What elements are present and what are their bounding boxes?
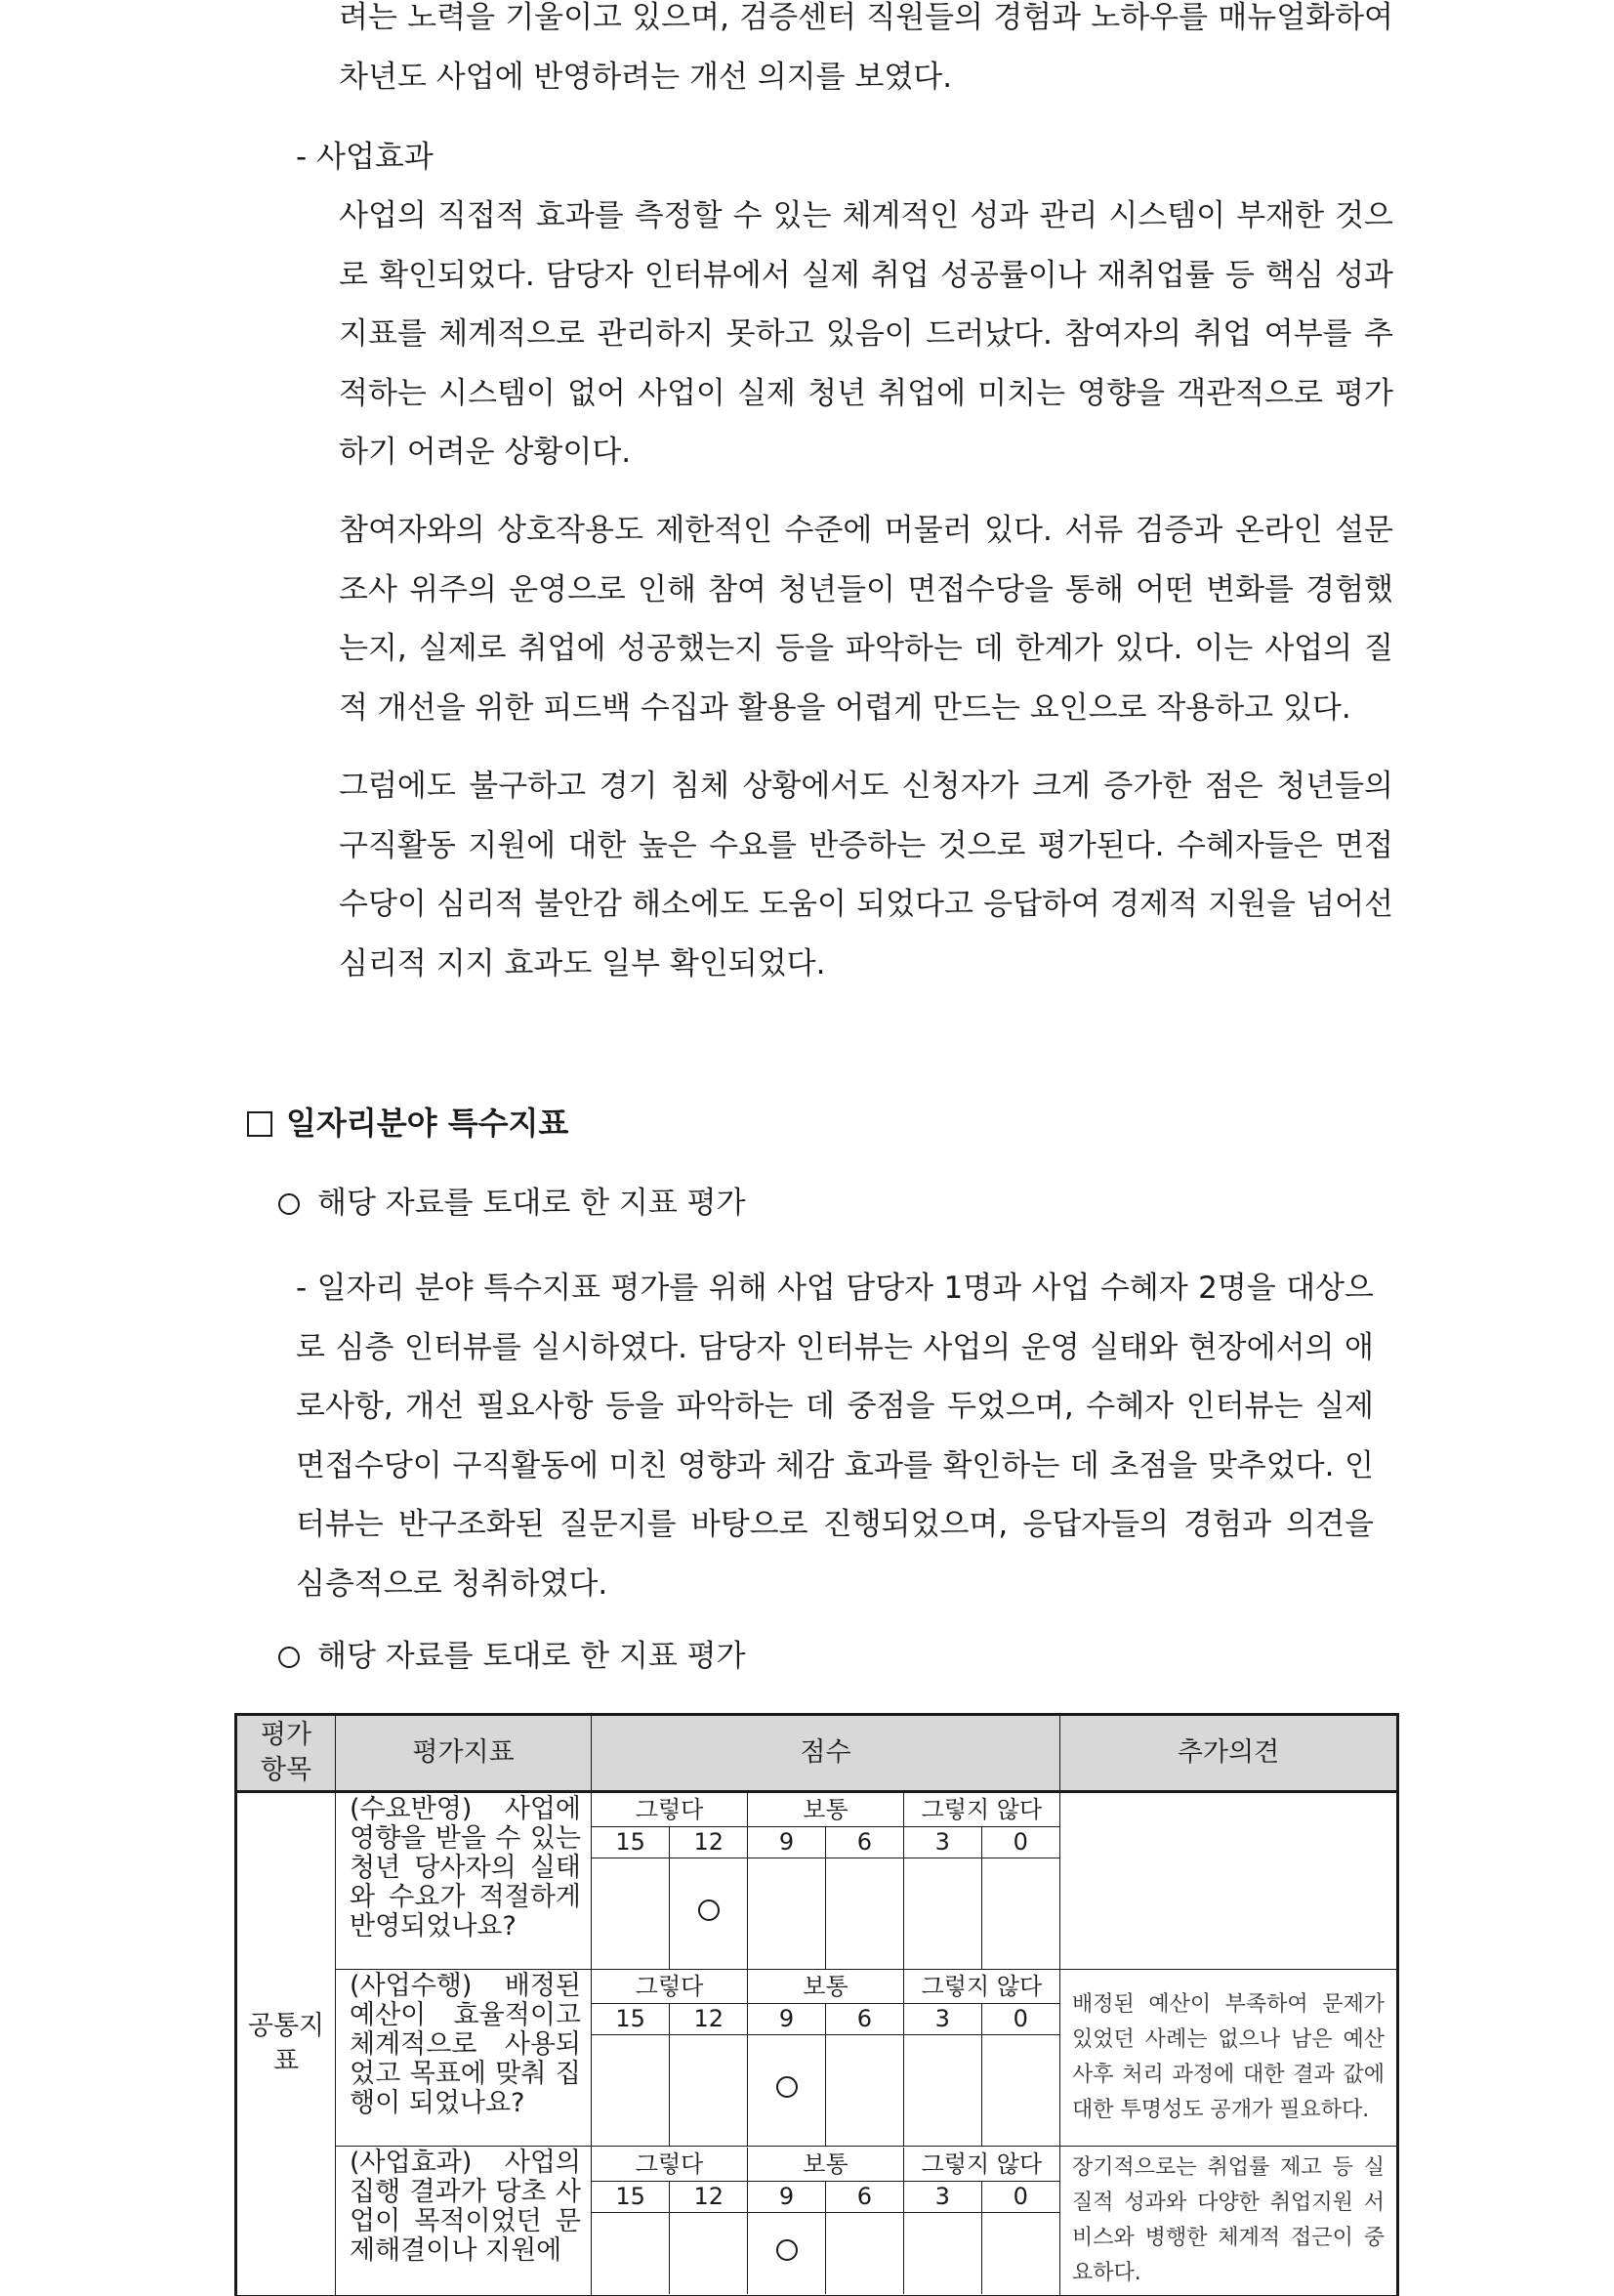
score-cell: [592, 2147, 1060, 2296]
paragraph-effect-3: 그럼에도 불구하고 경기 침체 상황에서도 신청자가 크게 증가한 점은 청년들의 구직활동 지원에 대한 높은 수요를 반증하는 것으로 평가된다. 수혜자들은 면접수당이 심리적 불안감 해소에도 도움이 되었다고 응답하여 경제적 지원을 넘어선 심리적 지지 효과도 일부 확인되었다.: [339, 769, 1393, 981]
header-category: [236, 1715, 336, 1792]
selected-mark-icon: [776, 2076, 798, 2098]
header-indicator: 평가지표: [336, 1715, 592, 1792]
selected-mark-icon: [698, 1899, 720, 1921]
paragraph-continued: 려는 노력을 기울이고 있으며, 검증센터 직원들의 경험과 노하우를 매뉴얼화하여 차년도 사업에 반영하려는 개선 의지를 보였다.: [339, 0, 1393, 95]
bullet-text: 해당 자료를 토대로 한 지표 평가: [317, 1639, 746, 1674]
evaluation-table: [234, 1713, 1399, 2296]
paragraph-effect-2: 참여자와의 상호작용도 제한적인 수준에 머물러 있다. 서류 검증과 온라인 설문조사 위주의 운영으로 인해 참여 청년들이 면접수당을 통해 어떤 변화를 경험했는지, 실제로 취업에 성공했는지 등을 파악하는 데 한계가 있다. 이는 사업의 질적 개선을 위한 피드백 수집과 활용을 어렵게 만드는 요인으로 작용하고 있다.: [339, 513, 1393, 726]
mark-cell[interactable]: [903, 2034, 981, 2146]
section-heading: [247, 1102, 568, 1145]
bullet-item-1: [278, 1182, 746, 1225]
score-value: 12: [670, 2003, 748, 2034]
score-grid: [592, 1793, 1059, 1969]
score-value: 12: [670, 1826, 748, 1858]
score-value: 15: [592, 2181, 670, 2212]
opinion-cell: [1060, 1792, 1398, 1970]
header-score: 점수: [592, 1715, 1060, 1792]
mark-cell[interactable]: [981, 1858, 1059, 1969]
score-value: 3: [903, 1826, 981, 1858]
table-row: [236, 2147, 1398, 2296]
bullet-item-2: [278, 1635, 746, 1678]
score-value: 3: [903, 2003, 981, 2034]
interview-paragraph: - 일자리 분야 특수지표 평가를 위해 사업 담당자 1명과 사업 수혜자 2명을 대상으로 심층 인터뷰를 실시하였다. 담당자 인터뷰는 사업의 운영 실태와 현장에서의 애로사항, 개선 필요사항 등을 파악하는 데 중점을 두었으며, 수혜자 인터뷰는 실제 면접수당이 구직활동에 미친 영향과 체감 효과를 확인하는 데 초점을 맞추었다. 인터뷰는 반구조화된 질문지를 바탕으로 진행되었으며, 응답자들의 경험과 의견을 심층적으로 청취하였다.: [296, 1271, 1374, 1602]
score-cell: [592, 1970, 1060, 2147]
mark-cell[interactable]: [670, 2212, 748, 2294]
selected-mark-icon: [776, 2239, 798, 2261]
category-text: 공통지 표: [247, 2011, 325, 2076]
table-row: [236, 1792, 1398, 1970]
score-label-yes: 그렇다: [592, 1970, 748, 2003]
mark-cell[interactable]: [748, 2212, 826, 2294]
mark-cell[interactable]: [748, 2034, 826, 2146]
category-cell: [236, 1792, 336, 2296]
opinion-cell: 장기적으로는 취업률 제고 등 실질적 성과와 다양한 취업지원 서비스와 병행한 체계적 접근이 중요하다.: [1060, 2147, 1398, 2296]
circle-bullet-icon: [278, 1193, 300, 1215]
effect-heading: - 사업효과: [296, 140, 434, 175]
circle-bullet-icon: [278, 1647, 300, 1668]
score-label-no: 그렇지 않다: [903, 1793, 1059, 1826]
score-label-mid: 보통: [748, 1793, 904, 1826]
score-value: 0: [981, 2181, 1059, 2212]
mark-cell[interactable]: [670, 2034, 748, 2146]
score-label-yes: 그렇다: [592, 2148, 748, 2181]
mark-cell[interactable]: [592, 1858, 670, 1969]
score-value: 6: [825, 1826, 903, 1858]
score-grid: [592, 2148, 1059, 2294]
table-row: [236, 1970, 1398, 2147]
score-label-no: 그렇지 않다: [903, 2148, 1059, 2181]
indicator-cell: (사업효과) 사업의 집행 결과가 당초 사업이 목적이었던 문제해결이나 지원에: [336, 2147, 592, 2296]
mark-cell[interactable]: [748, 1858, 826, 1969]
score-value: 12: [670, 2181, 748, 2212]
mark-cell[interactable]: [903, 2212, 981, 2294]
score-grid: [592, 1970, 1059, 2146]
score-cell: [592, 1792, 1060, 1970]
score-value: 0: [981, 1826, 1059, 1858]
mark-cell[interactable]: [592, 2034, 670, 2146]
opinion-cell: 배정된 예산이 부족하여 문제가 있었던 사례는 없으나 남은 예산 사후 처리 과정에 대한 결과 값에 대한 투명성도 공개가 필요하다.: [1060, 1970, 1398, 2147]
score-value: 3: [903, 2181, 981, 2212]
table-header-row: [236, 1715, 1398, 1792]
indicator-cell: (사업수행) 배정된 예산이 효율적이고 체계적으로 사용되었고 목표에 맞춰 집행이 되었나요?: [336, 1970, 592, 2147]
score-value: 9: [748, 2003, 826, 2034]
score-value: 9: [748, 1826, 826, 1858]
score-label-mid: 보통: [748, 2148, 904, 2181]
mark-cell[interactable]: [825, 2212, 903, 2294]
score-label-yes: 그렇다: [592, 1793, 748, 1826]
paragraph-effect-1: 사업의 직접적 효과를 측정할 수 있는 체계적인 성과 관리 시스템이 부재한 것으로 확인되었다. 담당자 인터뷰에서 실제 취업 성공률이나 재취업률 등 핵심 성과 지표를 체계적으로 관리하지 못하고 있음이 드러났다. 참여자의 취업 여부를 추적하는 시스템이 없어 사업이 실제 청년 취업에 미치는 영향을 객관적으로 평가하기 어려운 상황이다.: [339, 198, 1393, 470]
score-value: 15: [592, 1826, 670, 1858]
header-opinion: 추가의견: [1060, 1715, 1398, 1792]
mark-cell[interactable]: [825, 2034, 903, 2146]
mark-cell[interactable]: [981, 2034, 1059, 2146]
header-category-text: 평가 항목: [260, 1720, 312, 1785]
score-value: 6: [825, 2181, 903, 2212]
score-value: 9: [748, 2181, 826, 2212]
mark-cell[interactable]: [825, 1858, 903, 1969]
mark-cell[interactable]: [592, 2212, 670, 2294]
score-value: 15: [592, 2003, 670, 2034]
mark-cell[interactable]: [670, 1858, 748, 1969]
indicator-cell: (수요반영) 사업에 영향을 받을 수 있는 청년 당사자의 실태와 수요가 적절하게 반영되었나요?: [336, 1792, 592, 1970]
score-label-mid: 보통: [748, 1970, 904, 2003]
score-value: 0: [981, 2003, 1059, 2034]
score-label-no: 그렇지 않다: [903, 1970, 1059, 2003]
mark-cell[interactable]: [981, 2212, 1059, 2294]
checkbox-icon: [247, 1111, 272, 1137]
bullet-text: 해당 자료를 토대로 한 지표 평가: [317, 1186, 746, 1221]
mark-cell[interactable]: [903, 1858, 981, 1969]
section-title: 일자리분야 특수지표: [286, 1105, 569, 1142]
score-value: 6: [825, 2003, 903, 2034]
